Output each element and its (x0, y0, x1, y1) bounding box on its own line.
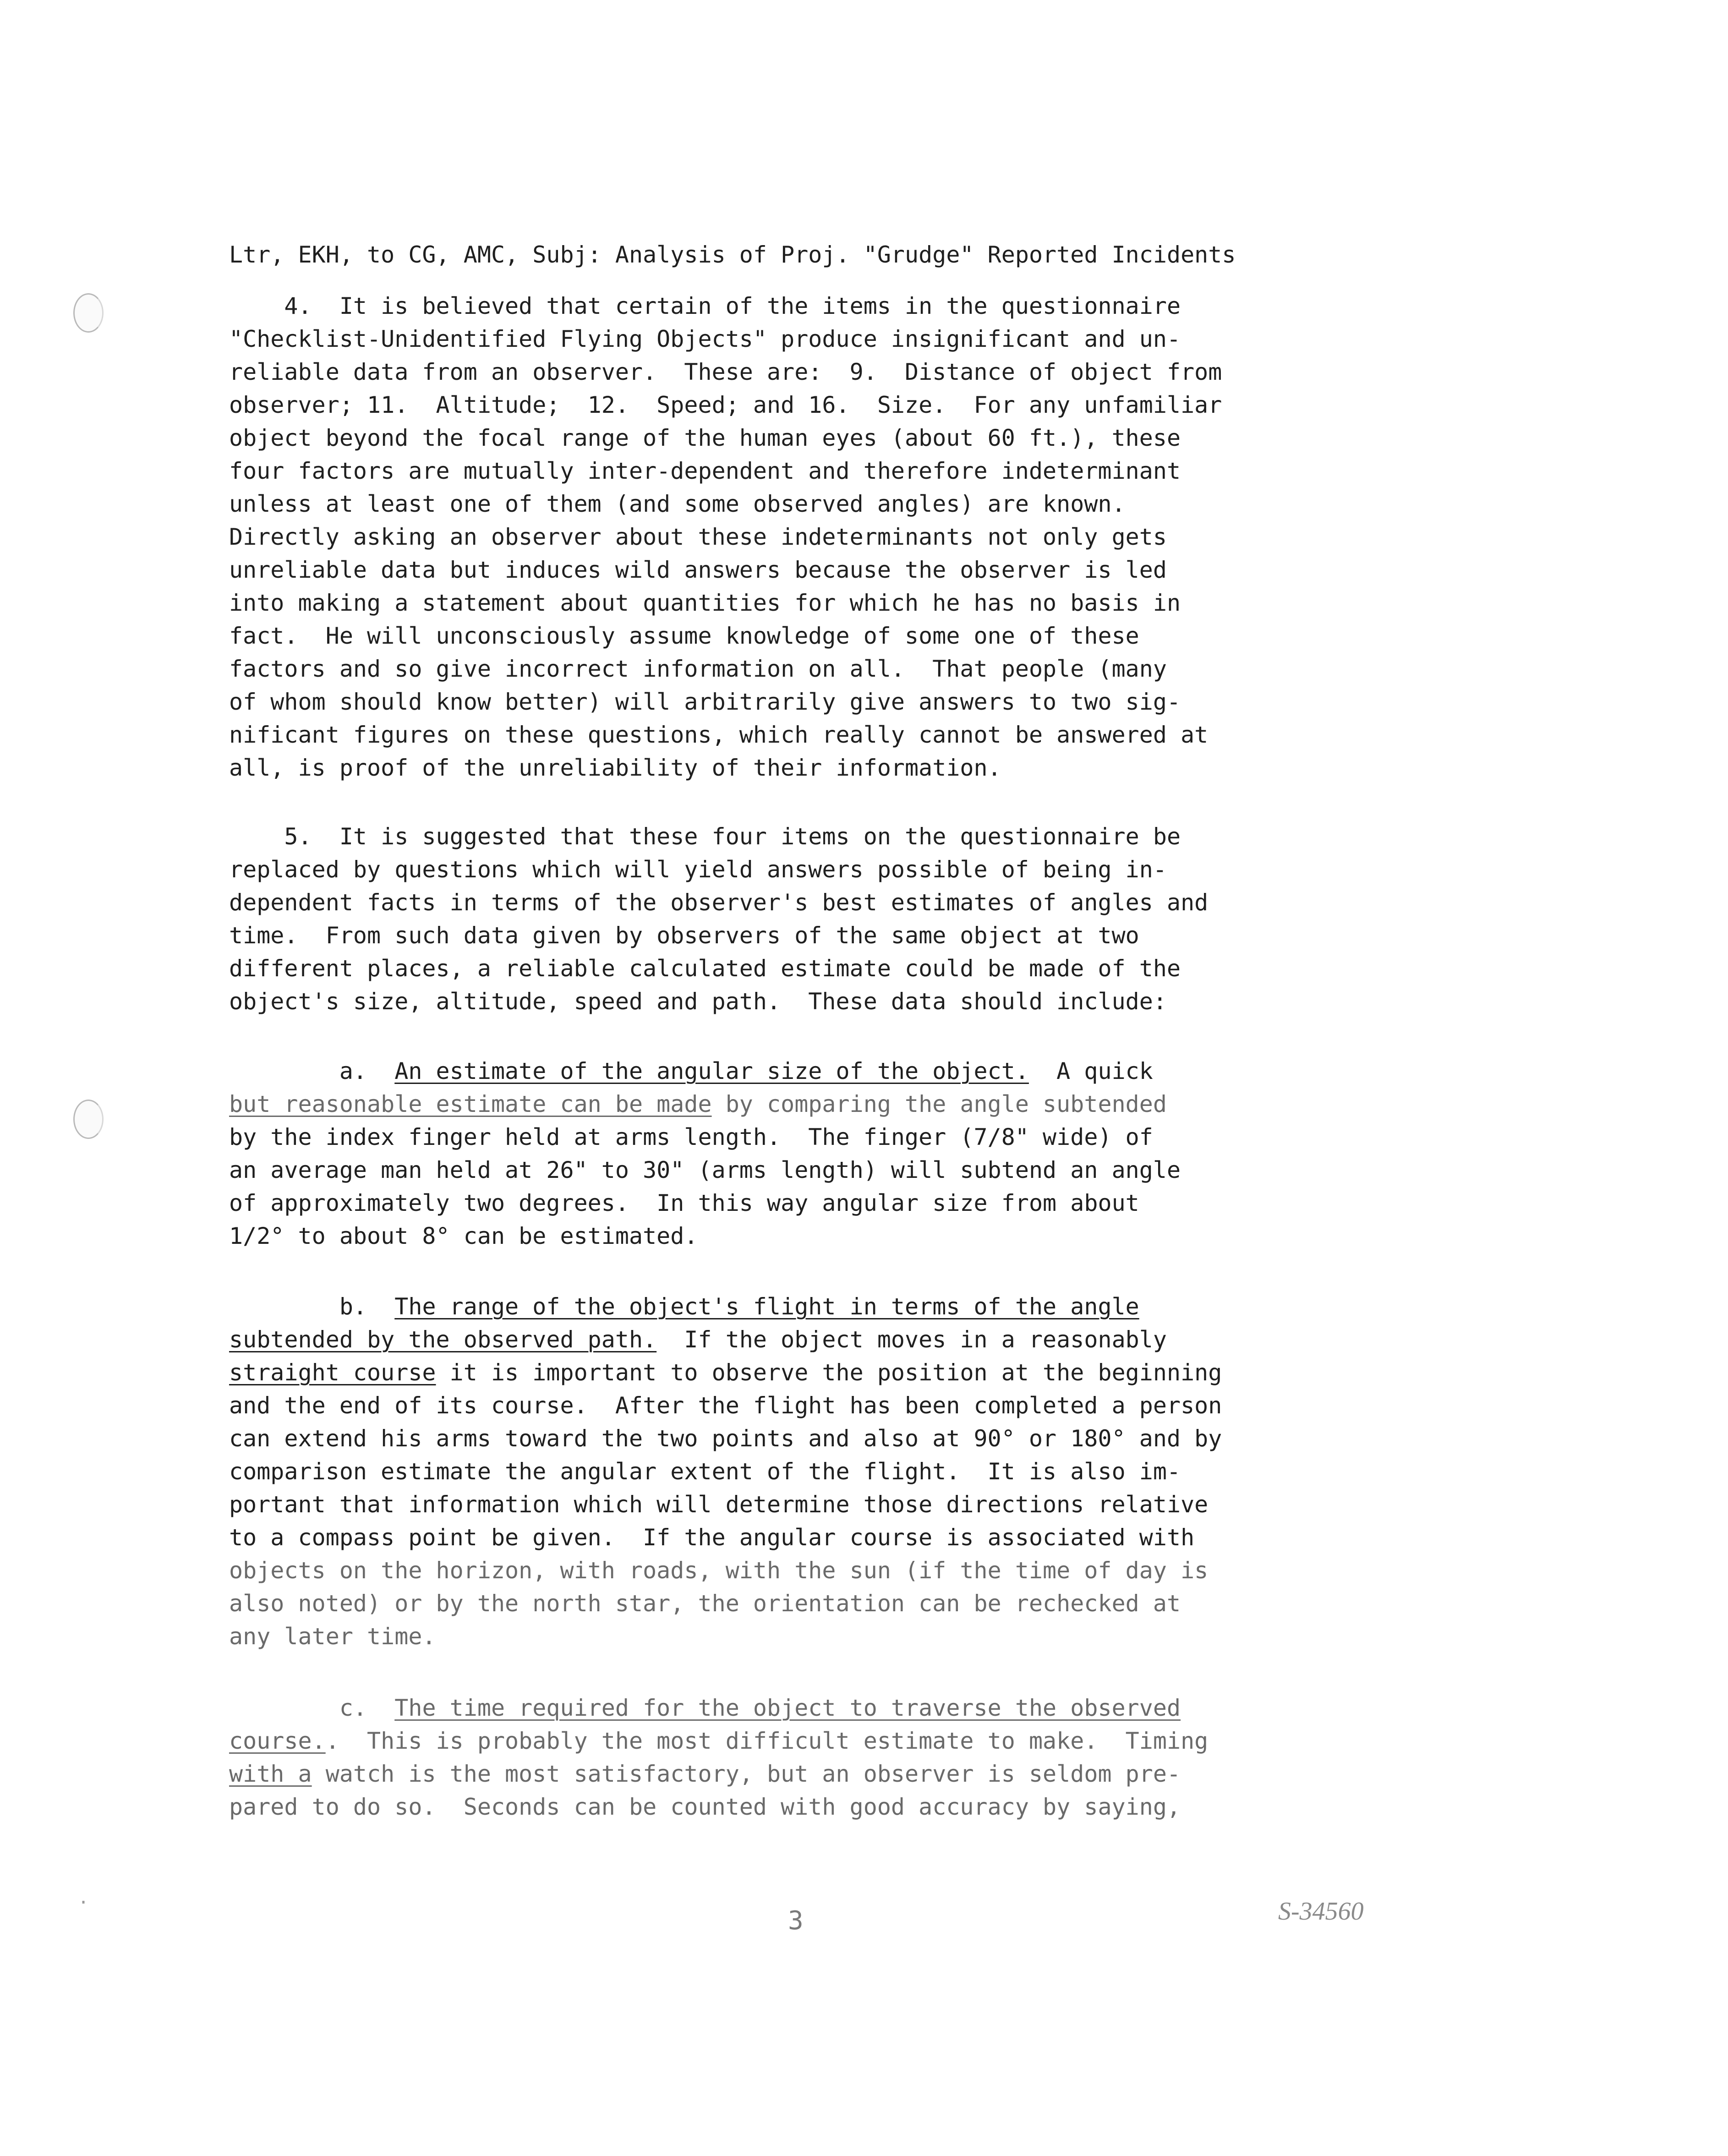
punch-hole-top (73, 293, 104, 333)
text-line: fact. He will unconsciously assume knowledge of some one of these (229, 623, 1139, 649)
text-run: If the object moves in a reasonably (656, 1326, 1167, 1353)
underlined-heading: but reasonable estimate can be made (229, 1091, 712, 1117)
text-line: can extend his arms toward the two points and also at 90° or 180° and by (229, 1425, 1222, 1452)
document-control-number: S-34560 (1278, 1897, 1364, 1926)
text-line (229, 1055, 1438, 1088)
paragraph-5b (229, 1290, 1438, 1653)
item-prefix: c. (229, 1695, 395, 1721)
text-line: nificant figures on these questions, which really cannot be answered at (229, 722, 1209, 748)
text-line (229, 1691, 1438, 1724)
text-line: of approximately two degrees. In this way angular size from about (229, 1190, 1139, 1216)
text-run: A quick (1028, 1058, 1153, 1084)
text-line: an average man held at 26" to 30" (arms length) will subtend an angle (229, 1157, 1181, 1183)
paragraph-5 (229, 820, 1438, 1018)
text-line (229, 1323, 1438, 1356)
text-line: also noted) or by the north star, the orientation can be rechecked at (229, 1590, 1181, 1617)
underlined-heading: The range of the object's flight in terms of the angle (394, 1293, 1139, 1320)
text-line: reliable data from an observer. These are: 9. Distance of object from (229, 359, 1222, 385)
underlined-heading: straight course (229, 1359, 436, 1386)
text-line: to a compass point be given. If the angular course is associated with (229, 1524, 1195, 1551)
text-line: Directly asking an observer about these indeterminants not only gets (229, 524, 1167, 550)
text-line (229, 1757, 1438, 1790)
item-prefix: b. (229, 1293, 395, 1320)
text-line: unreliable data but induces wild answers because the observer is led (229, 557, 1167, 583)
text-line: pared to do so. Seconds can be counted with good accuracy by saying, (229, 1794, 1181, 1820)
text-line: unless at least one of them (and some observed angles) are known. (229, 491, 1126, 517)
underlined-heading: An estimate of the angular size of the object. (394, 1058, 1029, 1084)
text-line: 1/2° to about 8° can be estimated. (229, 1223, 698, 1249)
underlined-heading: subtended by the observed path. (229, 1326, 657, 1353)
paragraph-spacer (229, 1253, 1438, 1290)
item-prefix: a. (229, 1058, 395, 1084)
underlined-heading: course. (229, 1728, 326, 1754)
text-line: 4. It is believed that certain of the items in the questionnaire (229, 293, 1181, 319)
text-line: time. From such data given by observers of the same object at two (229, 922, 1139, 949)
paragraph-spacer (229, 1653, 1438, 1691)
text-line: by the index finger held at arms length. The finger (7/8" wide) of (229, 1124, 1153, 1150)
text-run: . This is probably the most difficult estimate to make. Timing (325, 1728, 1209, 1754)
text-line: dependent facts in terms of the observer's best estimates of angles and (229, 889, 1209, 916)
paragraph-spacer (229, 1018, 1438, 1055)
text-line: different places, a reliable calculated estimate could be made of the (229, 955, 1181, 982)
page-number: 3 (788, 1906, 804, 1936)
text-line: portant that information which will determine those directions relative (229, 1491, 1209, 1518)
letter-subject-line: Ltr, EKH, to CG, AMC, Subj: Analysis of Proj. "Grudge" Reported Incidents (229, 241, 1236, 268)
text-line: object beyond the focal range of the human eyes (about 60 ft.), these (229, 425, 1181, 451)
text-line: replaced by questions which will yield answers possible of being in- (229, 856, 1167, 883)
text-line (229, 1356, 1438, 1389)
text-line: "Checklist-Unidentified Flying Objects" produce insignificant and un- (229, 326, 1181, 352)
text-line: any later time. (229, 1623, 436, 1650)
text-line: object's size, altitude, speed and path. These data should include: (229, 988, 1167, 1015)
underlined-heading: The time required for the object to traverse the observed (394, 1695, 1181, 1721)
text-line: of whom should know better) will arbitrarily give answers to two sig- (229, 689, 1181, 715)
text-line: factors and so give incorrect information on all. That people (many (229, 656, 1167, 682)
underlined-heading: with a (229, 1761, 312, 1787)
text-line: observer; 11. Altitude; 12. Speed; and 16. Size. For any unfamiliar (229, 392, 1222, 418)
text-line (229, 1724, 1438, 1757)
scan-speck: · (78, 1892, 89, 1913)
text-line (229, 1290, 1438, 1323)
text-run: it is important to observe the position at the beginning (436, 1359, 1222, 1386)
text-line (229, 1088, 1438, 1121)
paragraph-spacer (229, 784, 1438, 820)
paragraph-5c (229, 1691, 1438, 1823)
text-line: all, is proof of the unreliability of their information. (229, 755, 1001, 781)
text-line: comparison estimate the angular extent of the flight. It is also im- (229, 1458, 1181, 1485)
text-line: objects on the horizon, with roads, with the sun (if the time of day is (229, 1557, 1209, 1584)
text-run: watch is the most satisfactory, but an observer is seldom pre- (312, 1761, 1181, 1787)
text-line: and the end of its course. After the flight has been completed a person (229, 1392, 1222, 1419)
text-line: four factors are mutually inter-dependent and therefore indeterminant (229, 458, 1181, 484)
text-run: by comparing the angle subtended (711, 1091, 1167, 1117)
punch-hole-middle (73, 1100, 104, 1139)
paragraph-5a (229, 1055, 1438, 1253)
paragraph-4 (229, 290, 1438, 784)
text-line: into making a statement about quantities for which he has no basis in (229, 590, 1181, 616)
text-line: 5. It is suggested that these four items on the questionnaire be (229, 823, 1181, 850)
letter-body (229, 238, 1438, 1823)
